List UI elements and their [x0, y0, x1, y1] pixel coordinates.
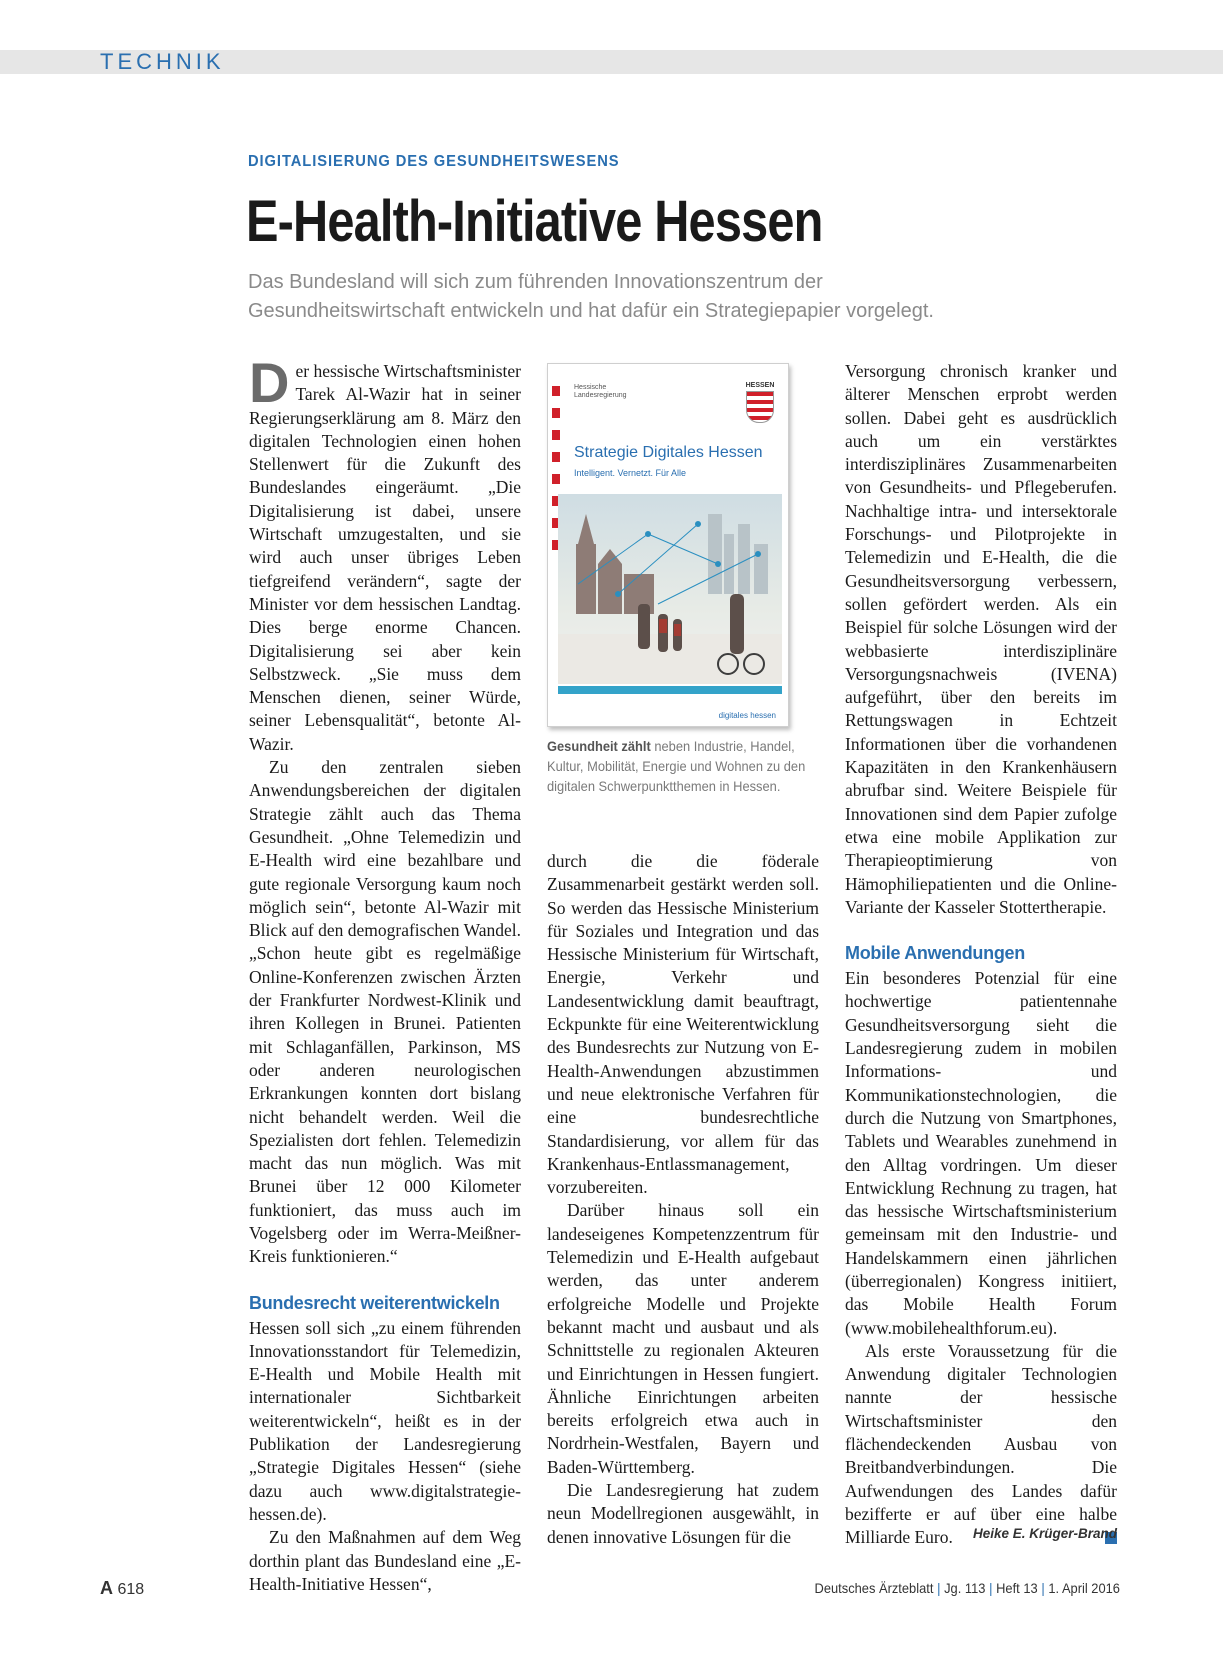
cover-blue-bar [558, 686, 782, 694]
footer-separator: | [989, 1580, 993, 1596]
footer-issue: Heft 13 [996, 1580, 1038, 1596]
cover-publisher: Hessische Landesregierung [574, 384, 627, 399]
paragraph: Hessen soll sich „zu einem führenden Innovationsstandort für Telemedizin, E-Health und Mobile Health mit internationaler Sichtbarkeit weiterentwickeln“, heißt es in der Publikation der Landesregierung „Strategie Digitales Hessen“ (siehe dazu auch www.digitalstrategie-hessen.de). [249, 1317, 521, 1524]
drop-cap: D [249, 351, 290, 414]
paragraph: durch die die föderale Zusammenarbeit gestärkt werden soll. So werden das Hessische Ministerium für Soziales und Integration und das Hessische Ministerium für Wirtschaft, Energie, Verkehr und Landesentwicklung damit beauftragt, Eckpunkte für eine Weiterentwicklung des Bundesrechts zur Nutzung von E-Health-Anwendungen abzustimmen und neue elektronische Verfahren für eine bundesrechtliche Standardisierung, vor allem für das Krankenhaus-Entlassmanagement, vorzubereiten. [547, 851, 819, 1198]
cover-title: Strategie Digitales Hessen [574, 444, 763, 461]
subheading: Bundesrecht weiterentwickeln [249, 1292, 500, 1313]
crest-icon [746, 391, 774, 423]
footer-journal: Deutsches Ärzteblatt [814, 1580, 934, 1596]
column-3 [845, 360, 1117, 1550]
footer-date: 1. April 2016 [1048, 1580, 1120, 1596]
footer-separator: | [937, 1580, 941, 1596]
lead-line-2: Gesundheitswirtschaft entwickeln und hat dafür ein Strategiepapier vorgelegt. [248, 300, 934, 322]
article-headline: E-Health-Initiative Hessen [246, 189, 823, 254]
caption-text: neben Industrie, Handel, Kultur, Mobilität, Energie und Wohnen zu den digitalen Schwerpunktthemen in Hessen. [547, 738, 806, 794]
caption-bold: Gesundheit zählt [547, 738, 651, 754]
paragraph-text: Als erste Voraussetzung für die Anwendung digitaler Technologien nannte der hessische Wirtschaftsminister den flächendeckenden Ausbau von Breitbandverbindungen. Die Aufwendungen des Landes dafür bezifferte er auf über eine halbe Milliarde Euro. [845, 1340, 1117, 1548]
page-prefix: A [100, 1578, 113, 1598]
digitales-hessen-logo: digitales hessen [718, 711, 776, 720]
paragraph-text: er hessische Wirtschaftsminister Tarek Al-Wazir hat in seiner Regierungserklärung am 8. März den digitalen Technologien einen hohen Stellenwert für die Zukunft des Bundeslandes eingeräumt. „Die Digitalisierung ist dabei, unsere Wirtschaft umzugestalten, und sie wird auch unser übriges Leben tiefgreifend verändern“, sagte der Minister vor dem hessischen Landtag. Dies berge enorme Chancen. Digitalisierung sei aber kein Selbstzweck. „Sie muss dem Menschen dienen, seiner Würde, seiner Lebensqualität“, betonte Al-Wazir. [249, 361, 521, 754]
image-caption [547, 736, 823, 796]
brochure-cover-image [547, 363, 789, 727]
hessen-crest [742, 382, 778, 423]
subheading: Mobile Anwendungen [845, 943, 1025, 964]
paragraph: Zu den zentralen sieben Anwendungsbereichen der digitalen Strategie zählt auch das Thema Gesundheit. „Ohne Telemedizin und E-Health wird eine bezahlbare und gute regionale Versorgung kaum noch möglich sein“, betonte Al-Wazir mit Blick auf den demografischen Wandel. „Schon heute gibt es regelmäßige Online-Konferenzen zwischen Ärzten der Frankfurter Nordwest-Klinik und ihren Kollegen in Brunei. Patienten mit Schlaganfällen, Parkinson, MS oder anderen neurologischen Erkrankungen konnten dort bislang nicht behandelt werden. Weil die Spezialisten dort fehlen. Telemedizin macht das nun möglich. Was mit Brunei über 12 000 Kilometer funktioniert, das muss auch im Vogelsberg oder im Werra-Meißner-Kreis funktionieren.“ [249, 757, 521, 1267]
paragraph [249, 351, 521, 756]
footer-separator: | [1041, 1580, 1045, 1596]
article-kicker: DIGITALISIERUNG DES GESUNDHEITSWESENS [248, 153, 620, 170]
page-number [100, 1578, 144, 1599]
column-1 [249, 351, 521, 1596]
journal-footer [815, 1580, 1120, 1596]
page-number-value: 618 [117, 1581, 145, 1598]
hessen-label: HESSEN [745, 382, 775, 389]
paragraph: Versorgung chronisch kranker und älterer Menschen erprobt werden sollen. Dabei geht es ausdrücklich auch um ein verstärktes interdisziplinäres Zusammenarbeiten von Gesundheits- und Pflegeberufen. Nachhaltige intra- und intersektorale Forschungs- und Pilotprojekte in Telemedizin und E-Health, die die Gesundheitsversorgung verbessern, sollen gefördert werden. Als ein Beispiel für solche Lösungen wird der webbasierte interdisziplinäre Versorgungsnachweis (IVENA) aufgeführt, über den bereits im Rettungswagen in Echtzeit Informationen über die vorhandenen Kapazitäten in den Krankenhäusern abrufbar sind. Weitere Beispiele für Innovationen sind dem Papier zufolge etwa eine mobile Applikation zur Therapieoptimierung von Hämophiliepatienten und die Online-Variante der Kasseler Stottertherapie. [845, 361, 1117, 917]
paragraph [845, 1340, 1117, 1550]
column-2 [547, 850, 819, 1549]
cover-subtitle: Intelligent. Vernetzt. Für Alle [574, 468, 687, 478]
author-byline: Heike E. Krüger-Brand [972, 1526, 1117, 1541]
paragraph: Die Landesregierung hat zudem neun Modellregionen ausgewählt, in denen innovative Lösungen für die [547, 1480, 819, 1547]
cover-illustration [558, 494, 782, 684]
paragraph: Ein besonderes Potenzial für eine hochwertige patientennahe Gesundheitsversorgung sieht die Landesregierung zudem in mobilen Informations- und Kommunikationstechnologien, die durch die Nutzung von Smartphones, Tablets und Wearables zunehmend in den Alltag vordringen. Um dieser Entwicklung Rechnung zu tragen, hat das hessische Wirtschaftsministerium gemeinsam mit den Industrie- und Handelskammern einen jährlichen (überregionalen) Kongress initiiert, das Mobile Health Forum (www.mobilehealthforum.eu). [845, 968, 1117, 1338]
article-lead [248, 268, 1098, 326]
footer-volume: Jg. 113 [944, 1580, 986, 1596]
paragraph: Darüber hinaus soll ein landeseigenes Kompetenzzentrum für Telemedizin und E-Health aufgebaut werden, das unter anderem erfolgreiche Modelle und Projekte bekannt macht und ausbaut und als Schnittstelle zu regionalen Akteuren und Einrichtungen in Hessen fungiert. Ähnliche Einrichtungen arbeiten bereits erfolgreich etwa auch in Nordrhein-Westfalen, Bayern und Baden-Württemberg. [547, 1200, 819, 1477]
city-illustration [558, 494, 782, 684]
lead-line-1: Das Bundesland will sich zum führenden Innovationszentrum der [248, 271, 823, 293]
section-label: TECHNIK [100, 49, 225, 74]
paragraph: Zu den Maßnahmen auf dem Weg dorthin plant das Bundesland eine „E-Health-Initiative Hessen“, [249, 1527, 521, 1594]
